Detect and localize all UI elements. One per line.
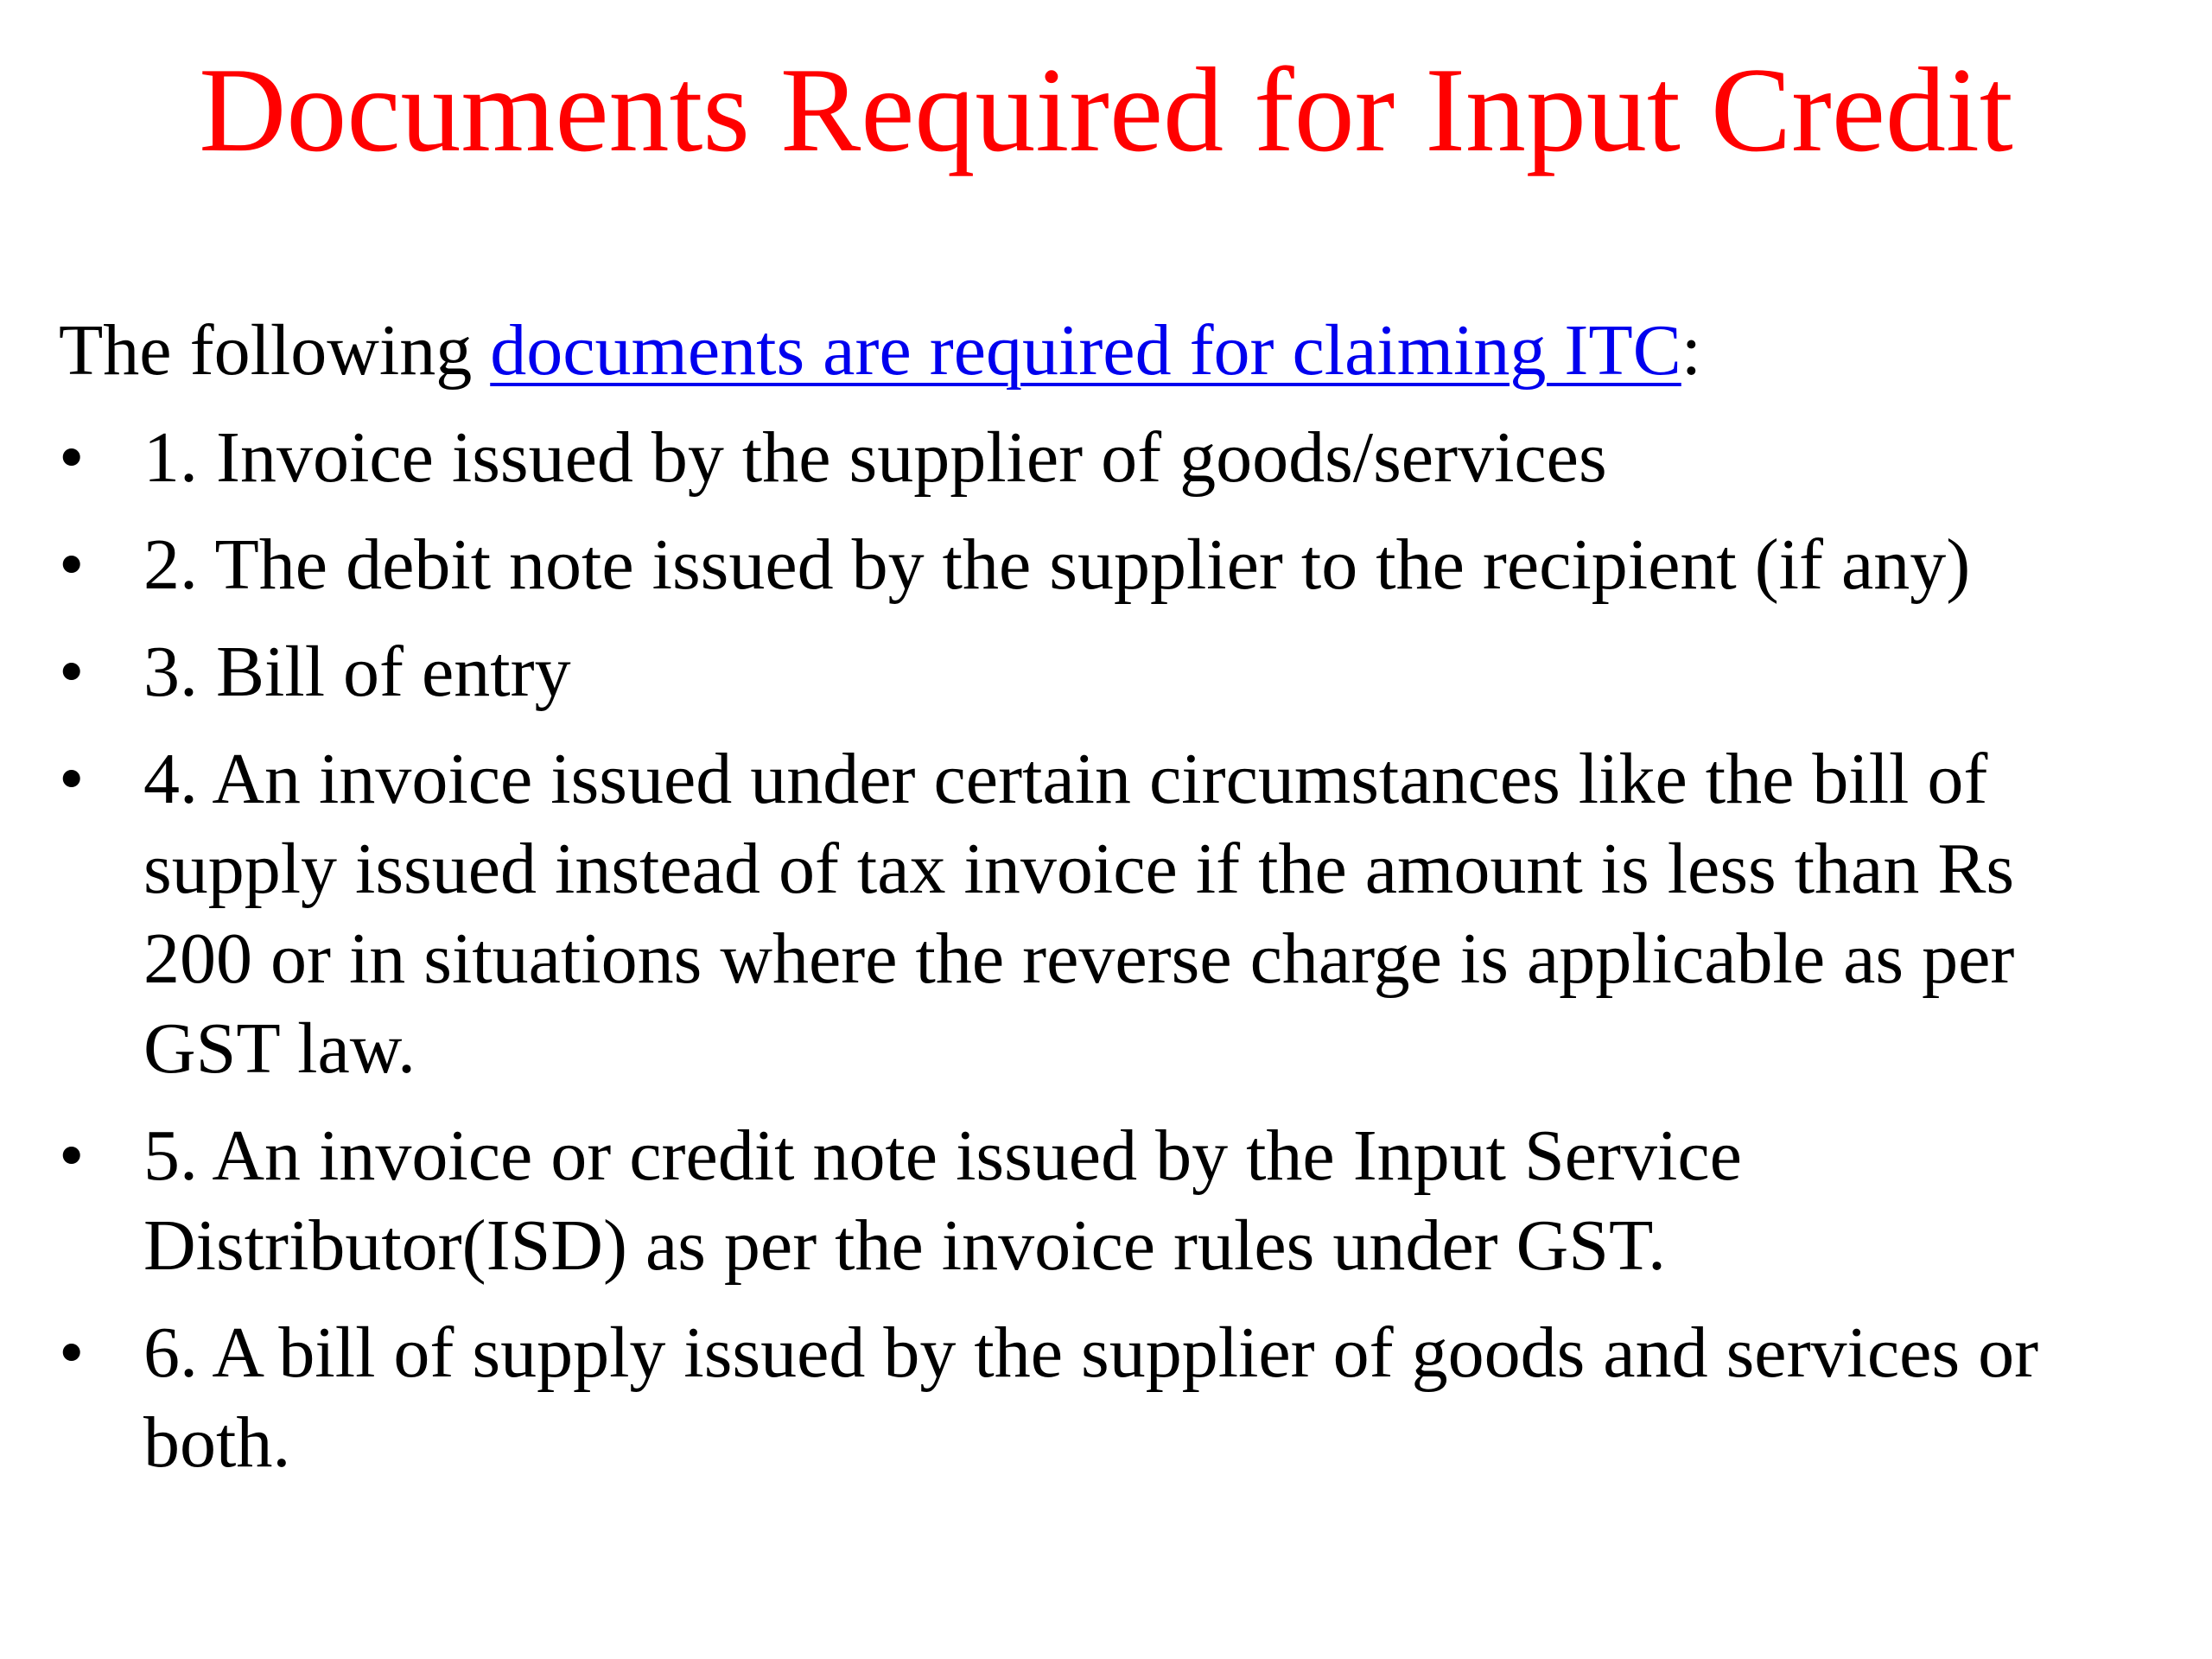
list-item-text: 5. An invoice or credit note issued by the Input Service Distributor(ISD) as per the invoice rules under GST. <box>143 1116 1742 1286</box>
bullet-icon: • <box>59 1116 85 1196</box>
document-list <box>0 413 2212 1505</box>
bullet-icon: • <box>59 1313 85 1393</box>
slide-title: Documents Required for Input Credit <box>199 43 2013 177</box>
list-item-text: 3. Bill of entry <box>143 632 571 712</box>
list-item-text: 1. Invoice issued by the supplier of goods/services <box>143 417 1607 498</box>
list-item <box>0 520 2105 610</box>
bullet-icon: • <box>59 524 85 605</box>
list-item-text: 2. The debit note issued by the supplier to the recipient (if any) <box>143 524 1971 605</box>
list-item <box>0 734 2105 1094</box>
list-item <box>0 413 2105 503</box>
intro-suffix: : <box>1681 310 1702 391</box>
intro-prefix: The following <box>59 310 491 391</box>
list-item-text: 6. A bill of supply issued by the supplier of goods and services or both. <box>143 1313 2039 1483</box>
list-item <box>0 627 2105 717</box>
list-item-text: 4. An invoice issued under certain circumstances like the bill of supply issued instead of tax invoice if the amount is less than Rs 200 or in situations where the reverse charge is applicable as per GST law. <box>143 739 2015 1089</box>
bullet-icon: • <box>59 632 85 712</box>
bullet-icon: • <box>59 739 85 819</box>
list-item <box>0 1308 2105 1488</box>
itc-documents-link[interactable]: documents are required for claiming ITC <box>490 310 1681 391</box>
intro-line <box>59 308 1701 394</box>
bullet-icon: • <box>59 417 85 498</box>
list-item <box>0 1111 2105 1291</box>
